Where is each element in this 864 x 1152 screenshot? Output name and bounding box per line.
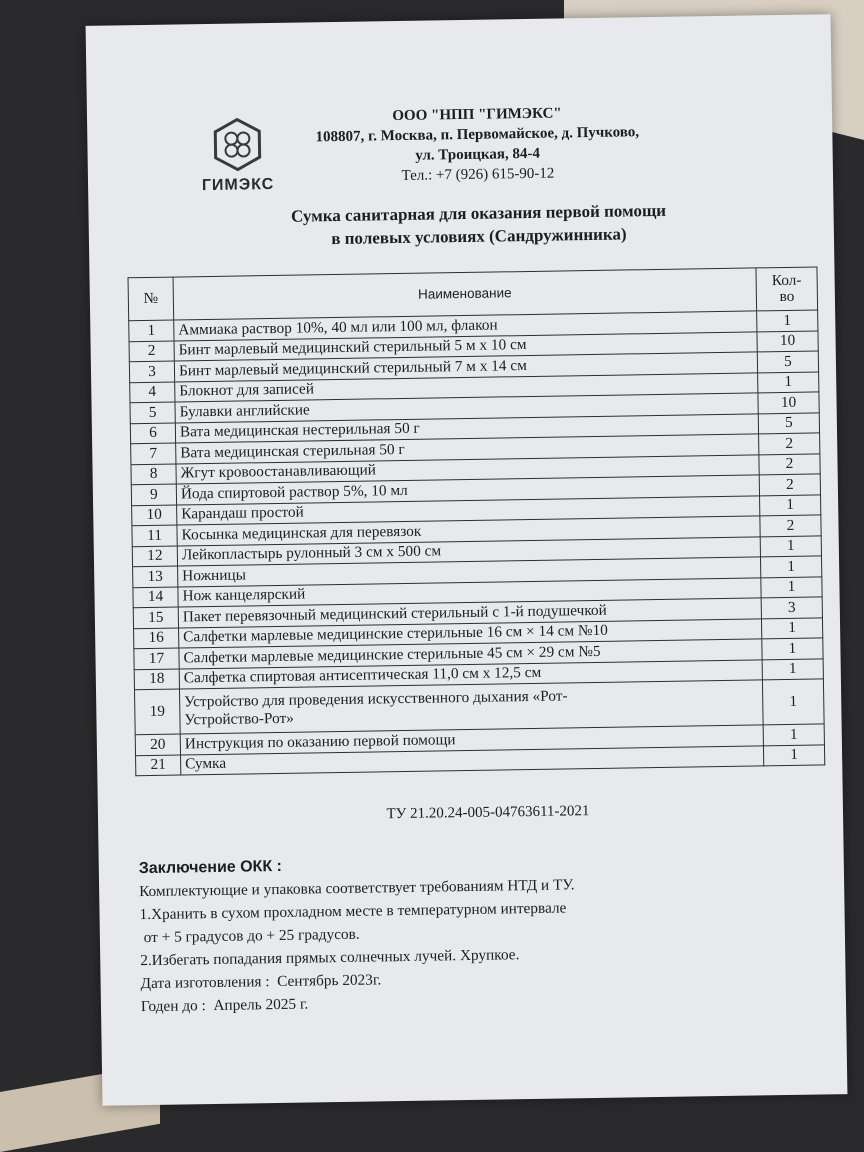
- row-quantity: 10: [757, 330, 818, 351]
- row-number: 6: [130, 423, 175, 444]
- row-number: 12: [132, 546, 177, 567]
- conclusion-line: 1.Хранить в сухом прохладном месте в температурном интервале: [139, 899, 567, 924]
- col-qty-header-line2: во: [779, 287, 795, 306]
- row-quantity: 1: [761, 617, 822, 638]
- row-number: 14: [133, 587, 178, 608]
- conclusion-block: [139, 847, 781, 1018]
- row-quantity: 1: [760, 494, 821, 515]
- row-number: 10: [132, 505, 177, 526]
- col-qty-header-line1: Кол-: [771, 271, 802, 290]
- row-item-name-text: Аммиака раствор 10%, 40 мл или 100 мл, флакон: [178, 316, 498, 339]
- row-number: 21: [136, 755, 181, 776]
- row-quantity: 2: [760, 515, 821, 536]
- row-quantity: 1: [760, 556, 821, 577]
- logo-text: ГИМЭКС: [201, 175, 275, 195]
- row-number: 19: [134, 689, 180, 735]
- col-num-header: №: [128, 277, 174, 321]
- title-line2: в полевых условиях (Сандружинника): [331, 224, 627, 249]
- row-item-name-text: Пакет перевязочный медицинский стерильный с 1-й подушечкой: [182, 601, 607, 626]
- row-item-name-text: Бинт марлевый медицинский стерильный 5 м х 10 см: [178, 336, 527, 359]
- row-quantity: 1: [762, 638, 823, 659]
- row-quantity: 1: [762, 679, 824, 725]
- row-item-name-text: Косынка медицинская для перевязок: [181, 522, 422, 544]
- row-quantity: 1: [760, 535, 821, 556]
- row-number: 17: [134, 648, 179, 669]
- row-quantity: 1: [757, 310, 818, 331]
- conclusion-line: Дата изготовления : Сентябрь 2023г.: [140, 971, 382, 993]
- tu-code: ТУ 21.20.24-005-04763611-2021: [386, 803, 590, 823]
- row-item-name-text: Ножницы: [182, 566, 247, 585]
- row-item-name-text: Жгут кровоостанавливающий: [180, 461, 377, 482]
- row-number: 5: [130, 402, 175, 423]
- row-number: 2: [129, 341, 174, 362]
- company-info: [267, 101, 688, 188]
- row-number: 16: [134, 628, 179, 649]
- row-quantity: 5: [758, 412, 819, 433]
- title-line1: Сумка санитарная для оказания первой помощи: [290, 200, 667, 226]
- document-title: [168, 197, 789, 253]
- row-quantity: 2: [759, 474, 820, 495]
- row-quantity: 5: [757, 351, 818, 372]
- conclusion-lines: [139, 870, 781, 1018]
- row-item-name-text: Салфетки марлевые медицинские стерильные 45 см × 29 см №5: [183, 642, 601, 667]
- row-item-name-text: Йода спиртовой раствор 5%, 10 мл: [180, 481, 408, 503]
- document-sheet: [86, 14, 848, 1106]
- row-number: 9: [131, 484, 176, 505]
- row-item-name-text: Вата медицинская стерильная 50 г: [180, 440, 405, 462]
- row-item-name-text: Блокнот для записей: [179, 380, 315, 400]
- row-item-name-text: Салфетка спиртовая антисептическая 11,0 см х 12,5 см: [183, 664, 542, 687]
- row-item-name-text: Карандаш простой: [181, 503, 304, 523]
- row-number: 4: [130, 382, 175, 403]
- row-number: 13: [133, 566, 178, 587]
- row-item-name-text: Нож канцелярский: [182, 585, 306, 605]
- hexagon-clover-icon: [211, 116, 264, 173]
- row-quantity: 1: [761, 576, 822, 597]
- row-number: 15: [133, 607, 178, 628]
- row-item-name-text: Булавки английские: [179, 401, 310, 421]
- row-item-name-text: Бинт марлевый медицинский стерильный 7 м х 14 см: [178, 356, 527, 380]
- row-item-name-text: Устройство для проведения искусственного дыхания «Рот-: [184, 687, 568, 711]
- row-quantity: 2: [759, 433, 820, 454]
- company-phone: Тел.: +7 (926) 615-90-12: [401, 165, 555, 184]
- row-number: 20: [135, 734, 180, 755]
- row-quantity: 3: [761, 597, 822, 618]
- conclusion-line: 2.Избегать попадания прямых солнечных лучей. Хрупкое.: [140, 946, 520, 970]
- row-number: 8: [131, 464, 176, 485]
- conclusion-heading: Заключение ОКК :: [138, 857, 283, 878]
- row-item-name-text-cont: Устройство-Рот»: [184, 709, 294, 729]
- row-item-name-text: Вата медицинская нестерильная 50 г: [179, 419, 420, 441]
- conclusion-line: Годен до : Апрель 2025 г.: [140, 995, 309, 1016]
- row-quantity: 1: [762, 658, 823, 679]
- row-number: 11: [132, 525, 177, 546]
- conclusion-line: от + 5 градусов до + 25 градусов.: [139, 925, 360, 947]
- conclusion-line: Комплектующие и упаковка соответствует требованиям НТД и ТУ.: [139, 876, 575, 901]
- row-quantity: 1: [763, 724, 824, 745]
- row-quantity: 10: [758, 392, 819, 413]
- col-name-header: Наименование: [173, 268, 757, 320]
- row-quantity: 1: [758, 371, 819, 392]
- company-name: ООО "НПП "ГИМЭКС": [392, 105, 562, 125]
- row-quantity: 1: [763, 744, 824, 765]
- row-number: 7: [131, 443, 176, 464]
- row-number: 3: [129, 361, 174, 382]
- row-item-name-text: Лейкопластырь рулонный 3 см х 500 см: [181, 542, 442, 564]
- table-body: [129, 310, 825, 776]
- row-item-name-text: Инструкция по оказанию первой помощи: [184, 730, 456, 753]
- col-qty-header: [756, 267, 818, 311]
- items-table: [128, 266, 826, 776]
- company-address-line1: 108807, г. Москва, п. Первомайское, д. Пучково,: [315, 124, 640, 146]
- row-item-name-text: Салфетки марлевые медицинские стерильные 16 см × 14 см №10: [183, 622, 608, 646]
- row-item-name-text: Сумка: [185, 755, 227, 773]
- row-quantity: 2: [759, 453, 820, 474]
- row-number: 18: [134, 669, 179, 690]
- company-address-line2: ул. Троицкая, 84-4: [415, 145, 541, 164]
- row-number: 1: [129, 320, 174, 341]
